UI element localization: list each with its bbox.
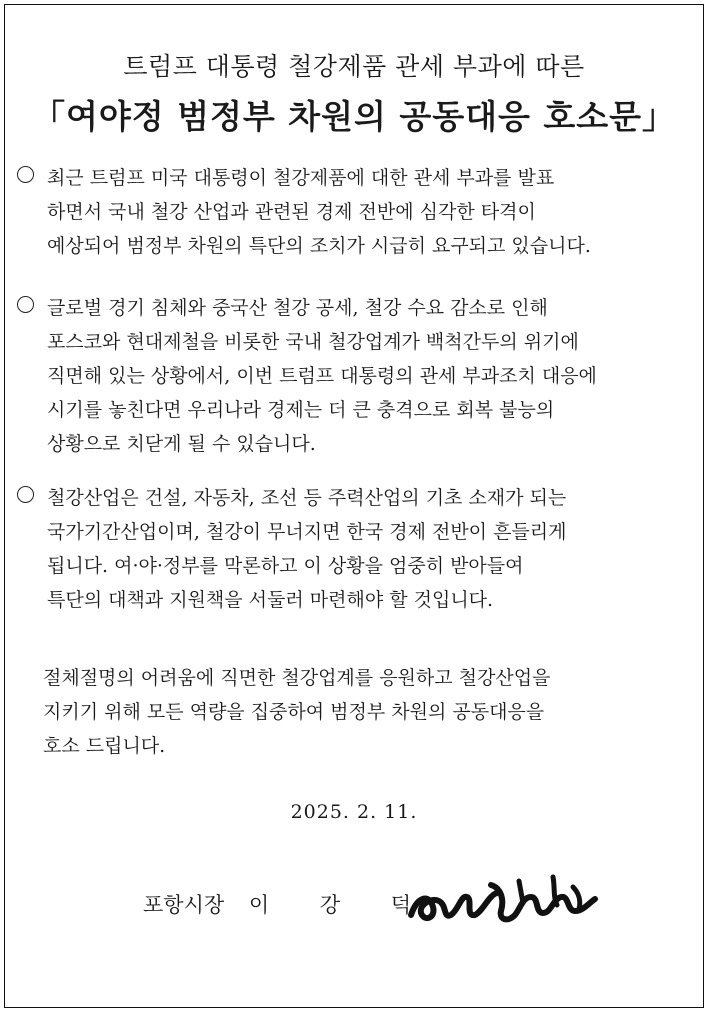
paragraph-line: 하면서 국내 철강 산업과 관련된 경제 전반에 심각한 타격이 [47,201,536,223]
title-heading: 「여야정 범정부 차원의 공동대응 호소문」 [31,97,676,136]
paragraph-line: 포스코와 현대제철을 비롯한 국내 철강업계가 백척간두의 위기에 [47,331,579,353]
paragraph-2 [17,291,699,461]
circle-bullet-icon [17,166,34,183]
paragraph-line: 시기를 놓친다면 우리나라 경제는 더 큰 충격으로 회복 불능의 [47,399,555,421]
closing-line: 지키기 위해 모든 역량을 집중하여 범정부 차원의 공동대응을 [43,701,545,723]
paragraph-1 [17,161,699,263]
signer-block [143,889,433,919]
circle-bullet-icon [17,296,34,313]
closing-line: 호소 드립니다. [43,735,166,757]
paragraph-line: 특단의 대책과 지원책을 서둘러 마련해야 할 것입니다. [47,589,494,611]
paragraph-line: 최근 트럼프 미국 대통령이 철강제품에 대한 관세 부과를 발표 [47,167,555,189]
handwritten-signature-icon [403,867,603,937]
signer-name: 이 강 덕 [248,893,434,917]
paragraph-line: 직면해 있는 상황에서, 이번 트럼프 대통령의 관세 부과조치 대응에 [47,365,597,387]
closing-line: 절체절명의 어려움에 직면한 철강업계를 응원하고 철강산업을 [43,667,551,689]
paragraph-line: 예상되어 범정부 차원의 특단의 조치가 시급히 요구되고 있습니다. [47,235,591,257]
signer-role: 포항시장 [143,893,225,917]
title-subheading: 트럼프 대통령 철강제품 관세 부과에 따른 [123,52,585,81]
paragraph-line: 상황으로 치닫게 될 수 있습니다. [47,433,316,455]
closing-paragraph [17,661,699,763]
paragraph-line: 글로벌 경기 침체와 중국산 철강 공세, 철강 수요 감소로 인해 [47,297,548,319]
circle-bullet-icon [17,486,34,503]
paragraph-line: 국가기간산업이며, 철강이 무너지면 한국 경제 전반이 흔들리게 [47,521,567,543]
paragraph-3 [17,481,699,617]
paragraph-line: 철강산업은 건설, 자동차, 조선 등 주력산업의 기초 소재가 되는 [47,487,567,509]
paragraph-line: 됩니다. 여·야·정부를 막론하고 이 상황을 엄중히 받아들여 [47,555,524,577]
document-date: 2025. 2. 11. [290,801,418,823]
document-frame [4,4,704,1008]
